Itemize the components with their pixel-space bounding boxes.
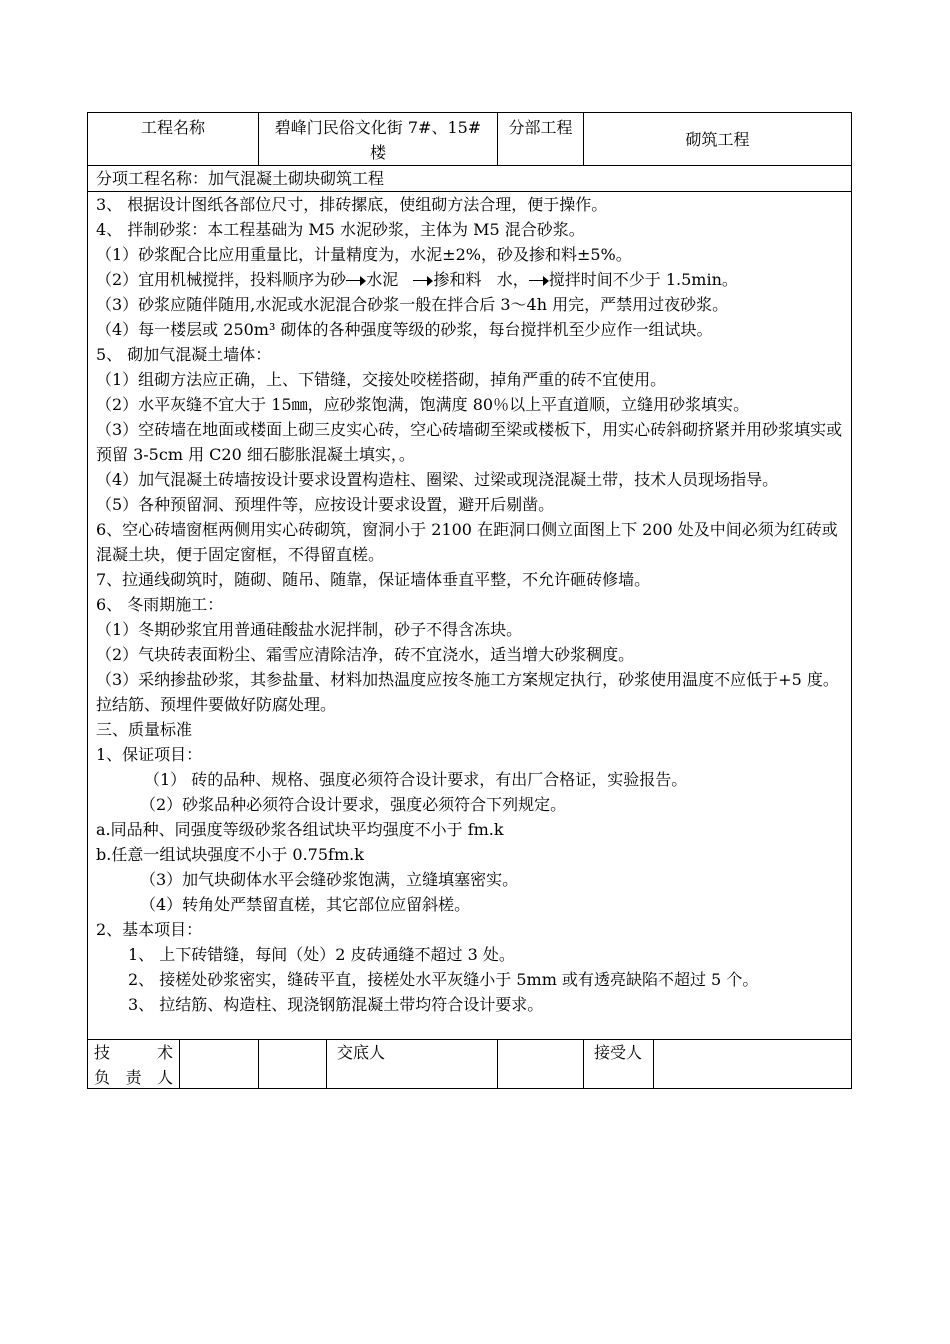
body-line: （4）每一楼层或 250m³ 砌体的各种强度等级的砂浆，每台搅拌机至少应作一组试块。: [96, 320, 713, 339]
body-line: （2）气块砖表面粉尘、霜雪应清除洁净，砖不宜浇水，适当增大砂浆稠度。: [96, 645, 635, 664]
body-line: （1）冬期砂浆宜用普通硅酸盐水泥拌制，砂子不得含冻块。: [96, 620, 523, 639]
body-line: （3）砂浆应随伴随用,水泥或水泥混合砂浆一般在拌合后 3～4h 用完，严禁用过夜砂浆。: [96, 295, 729, 314]
guarantee-rule: a.同品种、同强度等级砂浆各组试块平均强度不小于 fm.k: [96, 820, 504, 839]
body-line: 7、拉通线砌筑时，随砌、随吊、随靠，保证墙体垂直平整，不允许砸砖修墙。: [96, 570, 651, 589]
basic-item: 3、 拉结筋、构造柱、现浇钢筋混凝土带均符合设计要求。: [128, 995, 544, 1014]
tech-lead-label: 技 术负责人: [88, 1040, 180, 1088]
sub-project-name: 分项工程名称：加气混凝土砌块砌筑工程: [88, 166, 852, 192]
body-line: （2）水平灰缝不宜大于 15㎜，应砂浆饱满，饱满度 80％以上平直道顺，立缝用砂浆填实。: [96, 395, 750, 414]
disclosure-table: [87, 112, 852, 1089]
guarantee-item: （2）砂浆品种必须符合设计要求，强度必须符合下列规定。: [140, 795, 567, 814]
body-line: 6、 冬雨期施工：: [96, 595, 224, 614]
guarantee-rule: b.任意一组试块强度不小于 0.75fm.k: [96, 845, 364, 864]
header-row: [88, 113, 852, 166]
subsection-heading: 2、基本项目：: [96, 920, 203, 939]
signature-row: [88, 1040, 852, 1089]
basic-item: 1、 上下砖错缝，每间（处）2 皮砖通缝不超过 3 处。: [128, 945, 515, 964]
disclosure-document: [87, 112, 851, 1089]
sub-project-row: [88, 166, 852, 192]
body-line: 3、 根据设计图纸各部位尺寸，排砖摞底，使组砌方法合理，便于操作。: [96, 195, 608, 214]
division-value: 砌筑工程: [584, 113, 852, 166]
body-line: （1）砂浆配合比应用重量比，计量精度为，水泥±2%，砂及掺和料±5%。: [96, 245, 632, 264]
body-line: （3）采纳掺盐砂浆，其参盐量、材料加热温度应按冬施工方案规定执行，砂浆使用温度不应低于+5 度。拉结筋、预埋件要做好防腐处理。: [96, 670, 839, 714]
spacer: [96, 1017, 843, 1039]
division-label: 分部工程: [498, 113, 584, 166]
receiver-value[interactable]: [654, 1040, 852, 1089]
tech-lead-value[interactable]: [180, 1040, 258, 1088]
arrow-right-icon: [413, 276, 433, 286]
guarantee-item: （3）加气块砌体水平会缝砂浆饱满，立缝填塞密实。: [140, 870, 519, 889]
guarantee-item: （1） 砖的品种、规格、强度必须符合设计要求，有出厂合格证，实验报告。: [144, 770, 688, 789]
subsection-heading: 1、保证项目：: [96, 745, 203, 764]
tech-lead-cell: [88, 1040, 259, 1089]
mix-prefix: （2）宜用机械搅拌，投料顺序为砂: [96, 270, 347, 289]
body-line: 6、空心砖墙窗框两侧用实心砖砌筑，窗洞小于 2100 在距洞口侧立面图上下 200 处及中间必须为红砖或混凝土块，便于固定窗框，不得留直槎。: [96, 520, 838, 564]
body-line: 4、 拌制砂浆：本工程基础为 M5 水泥砂浆，主体为 M5 混合砂浆。: [96, 220, 585, 239]
body-line: （5）各种预留洞、预埋件等，应按设计要求设置，避开后剔凿。: [96, 495, 555, 514]
mix-step-water: 水，: [496, 270, 529, 289]
arrow-right-icon: [346, 276, 366, 286]
section-heading: 三、质量标准: [96, 720, 193, 739]
mix-suffix: 搅拌时间不少于 1.5min。: [548, 270, 738, 289]
project-name-value: 碧峰门民俗文化街 7#、15# 楼: [259, 113, 498, 166]
body-line: （4）加气混凝土砖墙按设计要求设置构造柱、圈梁、过梁或现浇混凝土带，技术人员现场指导。: [96, 470, 779, 489]
tech-lead-sign-area[interactable]: [259, 1040, 327, 1089]
mix-step-admixture: 掺和料: [433, 270, 482, 289]
content-cell: [88, 192, 852, 1040]
discloser-label: 交底人: [327, 1040, 498, 1089]
mixing-order-line: [96, 267, 843, 292]
project-name-label: 工程名称: [88, 113, 259, 166]
body-line: （1）组砌方法应正确，上、下错缝，交接处咬槎搭砌，掉角严重的砖不宜使用。: [96, 370, 667, 389]
content-row: [88, 192, 852, 1040]
body-line: （3）空砖墙在地面或楼面上砌三皮实心砖，空心砖墙砌至梁或楼板下，用实心砖斜砌挤紧并用砂浆填实或预留 3-5cm 用 C20 细石膨胀混凝土填实，。: [96, 420, 843, 464]
arrow-right-icon: [529, 276, 549, 286]
body-line: 5、 砌加气混凝土墙体：: [96, 345, 272, 364]
discloser-value[interactable]: [498, 1040, 584, 1089]
receiver-label: 接受人: [584, 1040, 654, 1089]
mix-step-cement: 水泥: [366, 270, 399, 289]
basic-item: 2、 接槎处砂浆密实，缝砖平直，接槎处水平灰缝小于 5mm 或有透亮缺陷不超过 5 个。: [128, 970, 759, 989]
guarantee-item: （4）转角处严禁留直槎，其它部位应留斜槎。: [140, 895, 471, 914]
